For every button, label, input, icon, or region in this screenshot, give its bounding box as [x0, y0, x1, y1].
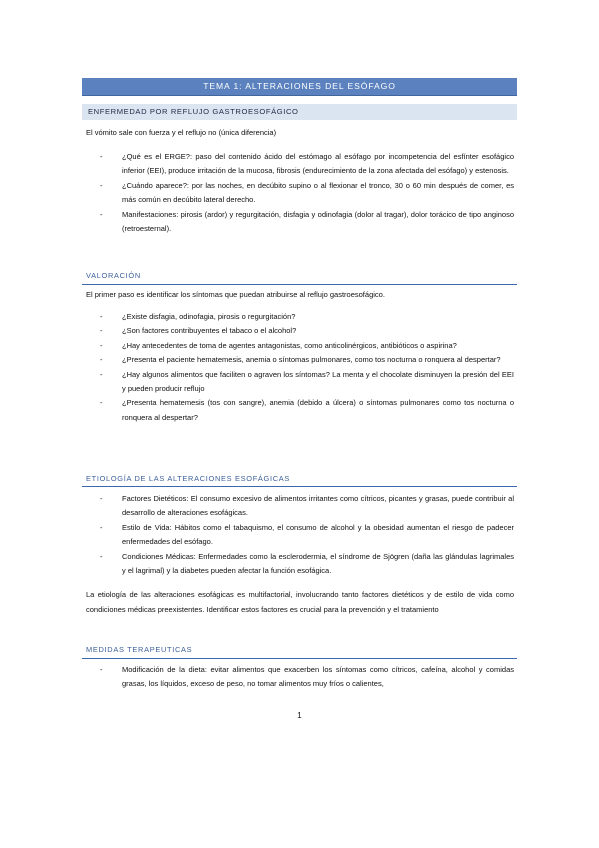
valoracion-heading: VALORACIÓN [86, 271, 141, 280]
dash-bullet: - [100, 551, 103, 561]
list-item [100, 368, 514, 397]
medidas-heading: MEDIDAS TERAPEUTICAS [86, 645, 193, 654]
list-item-text: ¿Existe disfagia, odinofagia, pirosis o regurgitación? [122, 312, 296, 321]
list-item-text: ¿Son factores contribuyentes el tabaco o el alcohol? [122, 326, 297, 336]
list-item-text: ¿Hay algunos alimentos que faciliten o agraven los síntomas? La menta y el chocolate disminuyen la presión del EEI y pueden producir reflujo [122, 369, 514, 394]
chapter-title-banner: TEMA 1: ALTERACIONES DEL ESÓFAGO [82, 78, 517, 96]
list-item [100, 492, 514, 521]
list-item-text: Estilo de Vida: Hábitos como el tabaquismo, el consumo de alcohol y la obesidad aumentan el riesgo de padecer enfermedades del esófago. [122, 522, 514, 547]
list-item [100, 521, 514, 550]
list-item [100, 208, 514, 237]
list-item [100, 324, 514, 338]
intro-paragraph: El vómito sale con fuerza y el reflujo no (única diferencia) [86, 128, 277, 137]
dash-bullet: - [100, 152, 103, 161]
dash-bullet: - [100, 398, 103, 408]
valoracion-intro: El primer paso es identificar los síntomas que puedan atribuirse al reflujo gastroesofágico. [86, 290, 385, 299]
dash-bullet: - [100, 522, 103, 532]
list-item-text: Factores Dietéticos: El consumo excesivo de alimentos irritantes como cítricos, picantes y grasas, puede contribuir al desarrollo de alteraciones esofágicas. [122, 494, 514, 518]
valoracion-list [100, 310, 514, 425]
list-item-text: ¿Hay antecedentes de toma de agentes antagonistas, como anticolinérgicos, antibióticos o aspirina? [122, 340, 457, 350]
list-item [100, 310, 514, 324]
dash-bullet: - [100, 340, 103, 350]
dash-bullet: - [100, 209, 103, 219]
list-item-text: ¿Presenta hematemesis (tos con sangre), anemia (debido a úlcera) o síntomas pulmonares como tos nocturna o ronquera al despertar? [122, 398, 514, 422]
list-item-text: ¿Qué es el ERGE?: paso del contenido ácido del estómago al esófago por incompetencia del esfínter esofágico inferior (EEI), produce irritación de la mucosa, fibrosis (endurecimiento de la zona afectada del esófago) y estenosis. [122, 152, 514, 176]
section-divider [82, 486, 517, 487]
etiologia-heading: ETIOLOGÍA DE LAS ALTERACIONES ESOFÁGICAS [86, 474, 291, 483]
list-item [100, 663, 514, 692]
list-item-text: ¿Presenta el paciente hematemesis, anemia o síntomas pulmonares, como tos nocturna o ronquera al despertar? [122, 355, 501, 365]
section-subheading: ENFERMEDAD POR REFLUJO GASTROESOFÁGICO [82, 104, 517, 120]
list-item [100, 396, 514, 425]
dash-bullet: - [100, 326, 103, 336]
list-item [100, 150, 514, 179]
list-item [100, 353, 514, 367]
list-item-text: ¿Cuándo aparece?: por las noches, en decúbito supino o al flexionar el tronco, 30 o 60 min después de comer, es más común en decúbito lateral derecho. [122, 180, 514, 205]
dash-bullet: - [100, 355, 103, 365]
dash-bullet: - [100, 369, 103, 379]
list-item-text: Manifestaciones: pirosis (ardor) y regurgitación, disfagia y odinofagia (dolor al tragar), dolor torácico de tipo anginoso (retroesternal). [122, 209, 514, 234]
list-item [100, 339, 514, 353]
list-item-text: Condiciones Médicas: Enfermedades como la esclerodermia, el síndrome de Sjögren (daña las glándulas lagrimales y el lagrimal) y la diabetes pueden afectar la función esofágica. [122, 551, 514, 576]
etiologia-conclusion: La etiología de las alteraciones esofágicas es multifactorial, involucrando tanto factores dietéticos y de estilo de vida como condiciones médicas preexistentes. Identificar estos factores es crucial para la prevención y el tratamiento [86, 590, 514, 614]
dash-bullet: - [100, 494, 103, 503]
medidas-list [100, 663, 514, 692]
list-item-text: Modificación de la dieta: evitar alimentos que exacerben los síntomas como cítricos, cafeína, alcohol y comidas grasas, los líquidos, exceso de peso, no tomar alimentos muy fríos o calientes, [122, 665, 514, 689]
list-item [100, 550, 514, 579]
list-item [100, 179, 514, 208]
dash-bullet: - [100, 312, 103, 321]
section-divider [82, 284, 517, 285]
section-divider [82, 658, 517, 659]
dash-bullet: - [100, 180, 103, 190]
page-number: 1 [297, 711, 302, 720]
etiologia-list [100, 492, 514, 578]
erge-list [100, 150, 514, 236]
dash-bullet: - [100, 665, 103, 674]
